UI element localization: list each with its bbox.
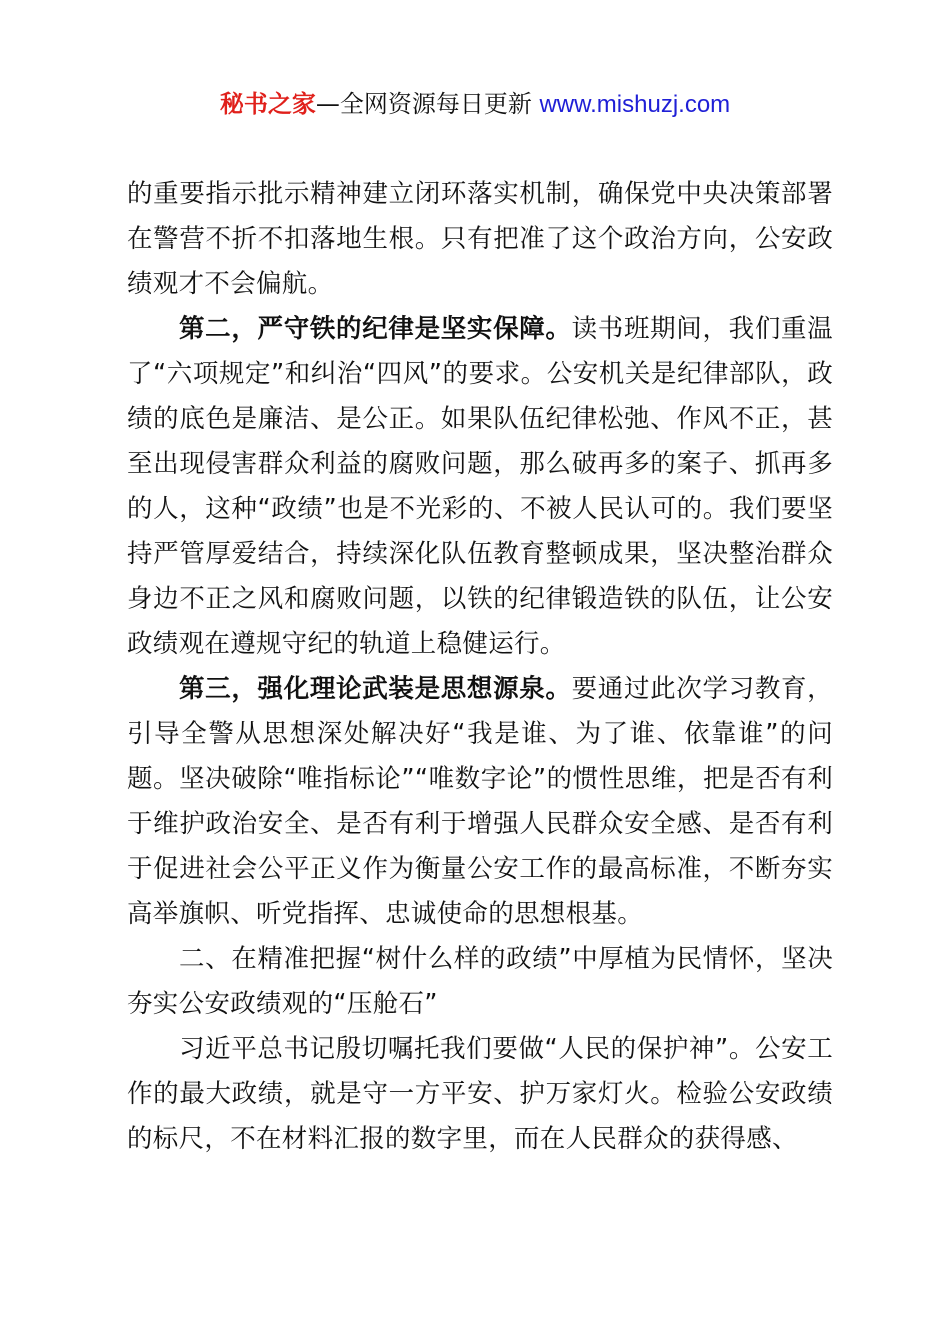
paragraph-lead: 第二，严守铁的纪律是坚实保障。	[179, 314, 572, 344]
paragraph-text: 读书班期间，我们重温了“六项规定”和纠治“四风”的要求。公安机关是纪律部队，政绩的底色是廉洁、是公正。如果队伍纪律松弛、作风不正，甚至出现侵害群众利益的腐败问题，那么破再多的案子、抓再多的人，这种“政绩”也是不光彩的、不被人民认可的。我们要坚持严管厚爱结合，持续深化队伍教育整顿成果，坚决整治群众身边不正之风和腐败问题，以铁的纪律锻造铁的队伍，让公安政绩观在遵规守纪的轨道上稳健运行。	[127, 314, 833, 659]
document-body	[127, 172, 833, 1162]
paragraph-text: 习近平总书记殷切嘱托我们要做“人民的保护神”。公安工作的最大政绩，就是守一方平安、护万家灯火。检验公安政绩的标尺，不在材料汇报的数字里，而在人民群众的获得感、	[127, 1034, 833, 1154]
site-header	[0, 86, 950, 123]
paragraph-text: 要通过此次学习教育，引导全警从思想深处解决好“我是谁、为了谁、依靠谁”的问题。坚决破除“唯指标论”“唯数字论”的惯性思维，把是否有利于维护政治安全、是否有利于增强人民群众安全感、是否有利于促进社会公平正义作为衡量公安工作的最高标准，不断夯实高举旗帜、听党指挥、忠诚使命的思想根基。	[127, 674, 833, 929]
section-heading-two	[127, 937, 833, 1027]
paragraph-theory	[127, 667, 833, 937]
paragraph-lead: 第三，强化理论武装是思想源泉。	[179, 674, 572, 704]
paragraph-text: 的重要指示批示精神建立闭环落实机制，确保党中央决策部署在警营不折不扣落地生根。只有把准了这个政治方向，公安政绩观才不会偏航。	[127, 179, 833, 299]
paragraph-continuation	[127, 172, 833, 307]
section-heading-text: 二、在精准把握“树什么样的政绩”中厚植为民情怀，坚决夯实公安政绩观的“压舱石”	[127, 944, 833, 1019]
site-url-link[interactable]: www.mishuzj.com	[539, 91, 731, 118]
site-tagline: —全网资源每日更新	[315, 90, 540, 118]
site-brand: 秘书之家	[219, 90, 316, 118]
paragraph-discipline	[127, 307, 833, 667]
paragraph-people	[127, 1027, 833, 1162]
